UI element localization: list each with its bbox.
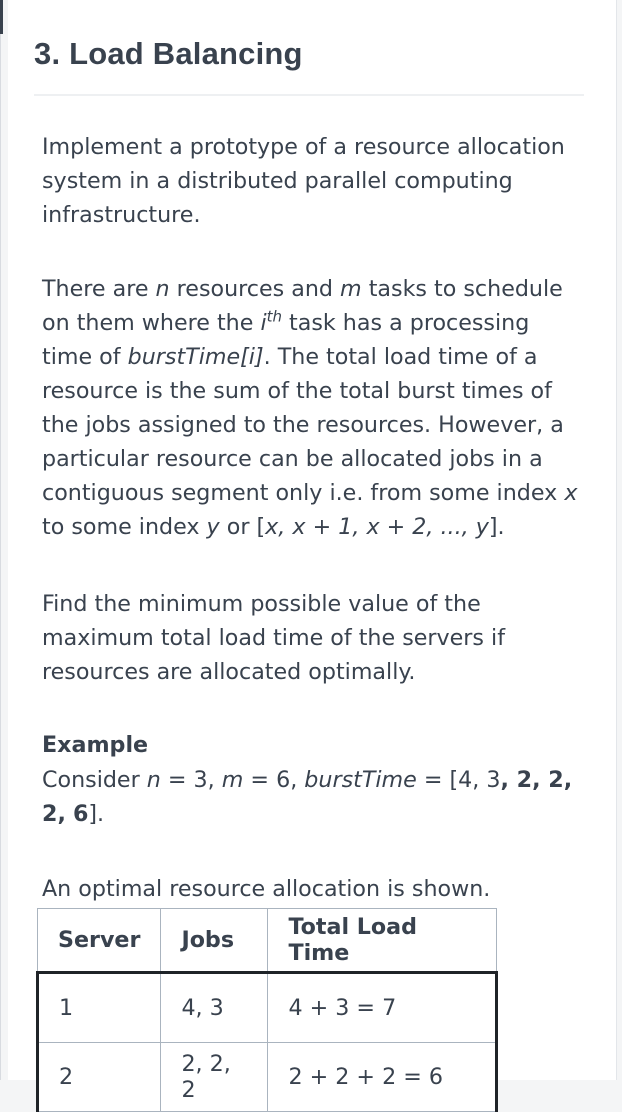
cell-load: 2 + 2 + 2 = 6 — [268, 1043, 497, 1112]
question-paragraph: Find the minimum possible value of the maximum total load time of the servers if resources are allocated optimally. — [42, 591, 506, 685]
cell-load: 4 + 3 = 7 — [268, 973, 497, 1043]
cell-jobs: 4, 3 — [161, 973, 268, 1043]
var-m: m — [340, 276, 362, 302]
cell-server: 2 — [38, 1043, 161, 1112]
example-var-burst: burstTime — [304, 767, 417, 793]
description-paragraph: There are n resources and m tasks to schedule on them where the $i^{th}$ task has a processing time of burstTime[i]. The total load time of a resource is the sum of the total burst times of the jobs assigned to the resources. However, a particular resource can be allocated jobs in a contiguous segment only i.e. from some index x to some index y or [x, x + 1, x + 2, ..., y]. — [42, 276, 578, 540]
intro-paragraph: Implement a prototype of a resource allocation system in a distributed parallel computing infrastructure. — [42, 134, 565, 228]
edge-marker — [0, 0, 3, 34]
allocation-table — [36, 908, 498, 1112]
problem-title: 3. Load Balancing — [34, 36, 303, 71]
cell-server: 1 — [38, 973, 161, 1043]
var-y: y — [206, 514, 220, 540]
left-rule — [0, 0, 1, 1080]
table-row — [38, 1043, 497, 1112]
example-var-n: n — [146, 767, 161, 793]
table-header-row — [38, 909, 497, 973]
header-jobs: Jobs — [161, 909, 268, 973]
example-var-m: m — [221, 767, 244, 793]
example-paragraph: Consider n = 3, m = 6, burstTime = [4, 3, 2, 2, 2, 6]. — [42, 767, 573, 827]
var-x: x — [564, 480, 578, 506]
title-divider — [34, 94, 584, 96]
cell-jobs: 2, 2, 2 — [161, 1043, 268, 1112]
var-i: $i^{th}$ — [260, 307, 282, 336]
index-range: x, x + 1, x + 2, ..., y — [265, 514, 489, 540]
allocation-note: An optimal resource allocation is shown. — [42, 876, 491, 902]
var-burst-time: burstTime[i] — [127, 344, 264, 370]
table-row — [38, 973, 497, 1043]
example-heading: Example — [42, 732, 149, 758]
header-server: Server — [38, 909, 161, 973]
header-total-load-time: Total Load Time — [268, 909, 497, 973]
var-n: n — [155, 276, 170, 302]
